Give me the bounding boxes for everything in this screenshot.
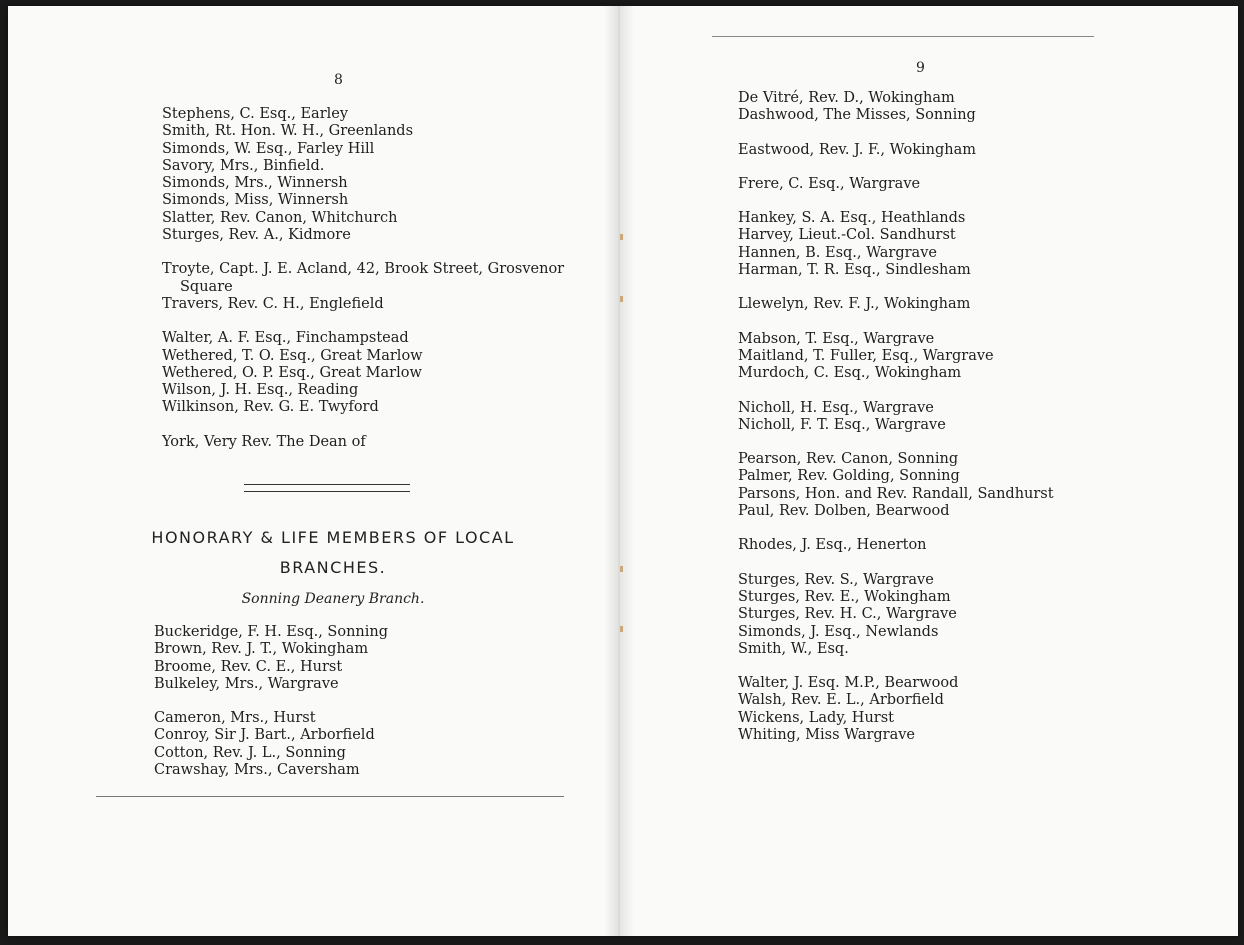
member-entry: Palmer, Rev. Golding, Sonning [738, 468, 960, 485]
member-entry: Conroy, Sir J. Bart., Arborfield [154, 727, 375, 744]
member-entry: Wethered, T. O. Esq., Great Marlow [162, 347, 423, 364]
member-entry: Broome, Rev. C. E., Hurst [154, 658, 343, 675]
bottom-rule [96, 796, 564, 797]
member-entry: Hankey, S. A. Esq., Heathlands [738, 210, 966, 227]
section-title-line: HONORARY & LIFE MEMBERS OF LOCAL [151, 528, 515, 547]
member-entry: Cameron, Mrs., Hurst [154, 710, 316, 727]
member-entry: Mabson, T. Esq., Wargrave [738, 330, 935, 347]
member-entry: Murdoch, C. Esq., Wokingham [738, 365, 962, 382]
section-divider [244, 484, 410, 492]
fold-mark [620, 566, 623, 572]
member-entry: Stephens, C. Esq., Earley [162, 106, 349, 122]
member-entry: Troyte, Capt. J. E. Acland, 42, Brook Street, Grosvenor [162, 261, 565, 278]
member-entry: Wilson, J. H. Esq., Reading [162, 382, 359, 399]
member-entry: Slatter, Rev. Canon, Whitchurch [162, 209, 398, 226]
member-entry: De Vitré, Rev. D., Wokingham [738, 90, 955, 106]
page-number: 9 [916, 60, 925, 76]
member-entry: Crawshay, Mrs., Caversham [154, 762, 360, 779]
member-entry: Simonds, W. Esq., Farley Hill [162, 140, 375, 157]
member-entry: York, Very Rev. The Dean of [162, 433, 366, 450]
member-entry: Simonds, Miss, Winnersh [162, 192, 349, 209]
entry-group [738, 176, 1054, 193]
entry-group [738, 90, 1054, 125]
entry-group [738, 675, 1054, 744]
branch-member-list [154, 624, 388, 796]
member-entry: Cotton, Rev. J. L., Sonning [154, 744, 346, 761]
entry-group [738, 142, 1054, 159]
entry-group [738, 296, 1054, 313]
member-entry: Smith, W., Esq. [738, 640, 849, 657]
book-spread [8, 6, 1238, 936]
member-entry: Sturges, Rev. H. C., Wargrave [738, 606, 957, 623]
member-entry: Sturges, Rev. A., Kidmore [162, 227, 351, 244]
entry-group [162, 330, 564, 416]
member-entry: Parsons, Hon. and Rev. Randall, Sandhurst [738, 485, 1054, 502]
section-title-line: BRANCHES. [279, 558, 387, 577]
member-entry: Walsh, Rev. E. L., Arborfield [738, 692, 944, 709]
section-title [108, 523, 558, 583]
member-entry: Frere, C. Esq., Wargrave [738, 175, 921, 192]
member-entry: Buckeridge, F. H. Esq., Sonning [154, 624, 389, 640]
member-entry: Travers, Rev. C. H., Englefield [162, 295, 384, 312]
page-number: 8 [334, 72, 343, 88]
member-entry: Walter, J. Esq. M.P., Bearwood [738, 675, 959, 692]
member-list [162, 106, 564, 468]
entry-group [162, 434, 564, 451]
member-entry: Sturges, Rev. E., Wokingham [738, 588, 951, 605]
gutter-fold [604, 6, 634, 936]
member-entry: Eastwood, Rev. J. F., Wokingham [738, 141, 977, 158]
left-page [8, 6, 616, 936]
member-entry: Whiting, Miss Wargrave [738, 727, 916, 744]
member-entry: Nicholl, H. Esq., Wargrave [738, 399, 934, 416]
member-entry: Paul, Rev. Dolben, Bearwood [738, 503, 950, 520]
entry-group [738, 331, 1054, 383]
member-entry: Dashwood, The Misses, Sonning [738, 107, 976, 124]
member-entry: Brown, Rev. J. T., Wokingham [154, 641, 369, 658]
entry-group [738, 400, 1054, 435]
entry-group [154, 624, 388, 693]
member-list [738, 90, 1054, 761]
member-entry: Savory, Mrs., Binfield. [162, 157, 325, 174]
member-entry: Smith, Rt. Hon. W. H., Greenlands [162, 123, 414, 140]
member-entry: Pearson, Rev. Canon, Sonning [738, 451, 959, 468]
entry-group [738, 451, 1054, 520]
member-entry: Wilkinson, Rev. G. E. Twyford [162, 399, 379, 416]
member-entry: Walter, A. F. Esq., Finchampstead [162, 330, 409, 347]
entry-group [738, 537, 1054, 554]
right-page [620, 6, 1238, 936]
entry-group [154, 710, 388, 779]
entry-group [738, 210, 1054, 279]
member-entry: Simonds, Mrs., Winnersh [162, 175, 348, 192]
member-entry: Nicholl, F. T. Esq., Wargrave [738, 416, 946, 433]
member-entry: Harvey, Lieut.-Col. Sandhurst [738, 227, 956, 244]
section-subtitle: Sonning Deanery Branch. [241, 591, 425, 607]
member-entry: Hannen, B. Esq., Wargrave [738, 244, 937, 261]
member-entry: Square [180, 278, 233, 295]
fold-mark [620, 234, 623, 240]
fold-mark [620, 626, 623, 632]
member-entry: Bulkeley, Mrs., Wargrave [154, 675, 339, 692]
member-entry: Wickens, Lady, Hurst [738, 709, 894, 726]
top-rule [712, 36, 1094, 37]
member-entry: Rhodes, J. Esq., Henerton [738, 537, 927, 554]
entry-group [162, 261, 564, 313]
fold-mark [620, 296, 623, 302]
member-entry: Maitland, T. Fuller, Esq., Wargrave [738, 347, 994, 364]
member-entry: Sturges, Rev. S., Wargrave [738, 571, 934, 588]
entry-group [162, 106, 564, 244]
member-entry: Harman, T. R. Esq., Sindlesham [738, 262, 971, 279]
entry-group [738, 572, 1054, 658]
member-entry: Wethered, O. P. Esq., Great Marlow [162, 364, 422, 381]
member-entry: Llewelyn, Rev. F. J., Wokingham [738, 296, 971, 313]
member-entry: Simonds, J. Esq., Newlands [738, 623, 939, 640]
